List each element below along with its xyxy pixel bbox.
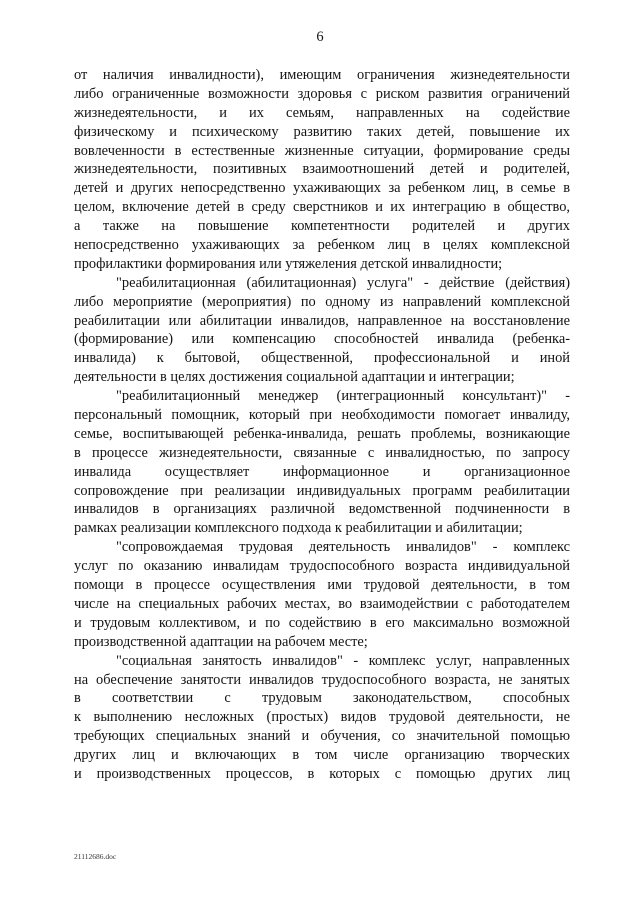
document-body — [74, 66, 570, 784]
paragraph — [74, 274, 570, 387]
text-line: и производственных процессов, в которых с помощью других лиц — [74, 765, 570, 782]
text-line: услуг по оказанию инвалидам трудоспособного возраста индивидуальной — [74, 558, 570, 575]
text-line: сопровождение при реализации индивидуальных программ реабилитации — [74, 482, 570, 499]
text-line: семье, воспитывающей ребенка-инвалида, решать проблемы, возникающие — [74, 425, 570, 442]
text-line: рамках реализации комплексного подхода к реабилитации и абилитации; — [74, 520, 523, 537]
text-line: "реабилитационная (абилитационная) услуга" - действие (действия) — [116, 274, 570, 291]
text-line: от наличия инвалидности), имеющим ограничения жизнедеятельности — [74, 67, 570, 83]
paragraph — [74, 387, 570, 538]
text-line: в процессе жизнедеятельности, связанные с инвалидностью, по запросу — [74, 444, 570, 461]
paragraph — [74, 652, 570, 784]
footer-filename: 21112686.doc — [74, 852, 117, 861]
text-line: производственной адаптации на рабочем месте; — [74, 633, 368, 650]
text-line: и трудовым коллективом, и по содействию в его максимально возможной — [74, 614, 570, 631]
text-line: на обеспечение занятости инвалидов трудоспособного возраста, не занятых — [74, 671, 570, 688]
text-line: помощи в процессе осуществления ими трудовой деятельности, в том — [74, 577, 570, 594]
text-line: непосредственно ухаживающих за ребенком лиц в целях комплексной — [74, 237, 570, 254]
page-number: 6 — [316, 29, 324, 45]
text-line: к выполнению несложных (простых) видов трудовой деятельности, не — [74, 709, 570, 726]
text-line: "сопровождаемая трудовая деятельность инвалидов" - комплекс — [116, 539, 570, 556]
text-line: профилактики формирования или утяжеления детской инвалидности; — [74, 255, 503, 272]
paragraph — [74, 538, 570, 651]
text-line: жизнедеятельности, и их семьям, направленных на содействие — [74, 104, 570, 121]
text-line: инвалидов в организациях различной ведомственной подчиненности в — [74, 501, 570, 518]
text-line: инвалида осуществляет информационное и организационное — [74, 463, 570, 480]
text-line: в соответствии с трудовым законодательством, способных — [74, 690, 570, 707]
text-line: физическому и психическому развитию таких детей, повышение их — [74, 123, 570, 140]
text-line: инвалида) к бытовой, общественной, профессиональной и иной — [74, 350, 570, 367]
text-line: других лиц и включающих в том числе организацию творческих — [74, 747, 570, 764]
text-line: либо мероприятие (мероприятия) по одному из направлений комплексной — [74, 293, 570, 310]
text-line: требующих специальных знаний и обучения, со значительной помощью — [74, 728, 570, 745]
text-line: а также на повышение компетентности родителей и других — [74, 218, 570, 235]
text-line: детей и других непосредственно ухаживающих за ребенком лиц, в семье в — [74, 180, 570, 197]
text-line: деятельности в целях достижения социальной адаптации и интеграции; — [74, 369, 515, 386]
text-line: вовлеченности в естественные жизненные ситуации, формирование среды — [74, 142, 570, 159]
text-line: жизнедеятельности, позитивных взаимоотношений детей и родителей, — [74, 161, 570, 178]
text-line: реабилитации или абилитации инвалидов, направленное на восстановление — [74, 312, 570, 329]
text-line: числе на специальных рабочих местах, во взаимодействии с работодателем — [74, 595, 570, 612]
text-line: (формирование) или компенсацию способностей инвалида (ребенка- — [74, 331, 570, 348]
text-line: персональный помощник, который при необходимости помогает инвалиду, — [74, 407, 570, 424]
text-line: целом, включение детей в среду сверстников и их интеграцию в общество, — [74, 199, 570, 216]
text-line: "реабилитационный менеджер (интеграционный консультант)" - — [116, 388, 570, 405]
text-line: "социальная занятость инвалидов" - комплекс услуг, направленных — [116, 652, 570, 669]
paragraph — [74, 66, 570, 274]
text-line: либо ограниченные возможности здоровья с риском развития ограничений — [74, 85, 570, 102]
